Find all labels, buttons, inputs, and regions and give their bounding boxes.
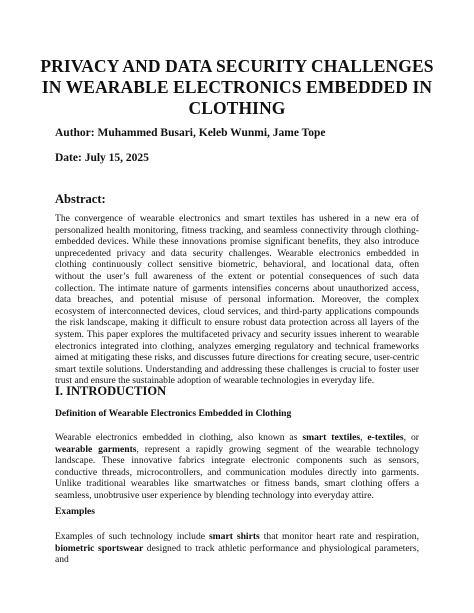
- paper-title: PRIVACY AND DATA SECURITY CHALLENGES IN WEARABLE ELECTRONICS EMBEDDED IN CLOTHING: [40, 56, 434, 118]
- abstract-heading: Abstract:: [55, 192, 106, 206]
- term-smart-textiles: smart textiles: [302, 432, 361, 443]
- term-wearable-garments: wearable garments: [55, 443, 137, 455]
- abstract-body: The convergence of wearable electronics and smart textiles has ushered in a new era of personalized health monitoring, fitness tracking, and seamless connectivity through clothing-embedded devices. While these innovations promise significant benefits, they also introduce unprecedented privacy and data security challenges. Wearable electronics embedded in clothing continuously collect sensitive biometric, behavioral, and locational data, often without the user’s full awareness of the extent or potential consequences of such data collection. The intimate nature of garments intensifies concerns about unauthorized access, data breaches, and potential misuse of personal information. Moreover, the complex ecosystem of interconnected devices, cloud services, and third-party applications compounds the risk landscape, making it difficult to ensure robust data protection across all layers of the system. This paper explores the multifaceted privacy and security issues inherent to wearable electronics integrated into clothing, analyzes emerging regulatory and technical frameworks aimed at mitigating these risks, and discusses future directions for creating secure, user-centric smart textile solutions. Understanding and addressing these challenges is crucial to foster user trust and ensure the sustainable adoption of wearable technologies in everyday life.: [55, 213, 419, 387]
- definition-heading: Definition of Wearable Electronics Embedded in Clothing: [55, 408, 292, 419]
- date-line: Date: July 15, 2025: [55, 152, 149, 164]
- definition-text-2: ,: [360, 432, 368, 443]
- definition-text-4: , represent a rapidly growing segment of the wearable technology landscape. These innovative fabrics integrate electronic components such as sensors, conductive threads, microcontrollers, and communication modules directly into garments. Unlike traditional wearables like smartwatches or fitness bands, smart clothing offers a seamless, unobtrusive user experience by blending technology into everyday attire.: [55, 443, 420, 501]
- author-line: Author: Muhammed Busari, Keleb Wunmi, Jame Tope: [55, 127, 326, 139]
- examples-text-3: designed to track athletic performance and physiological parameters, and: [55, 542, 420, 566]
- examples-paragraph: [55, 531, 419, 566]
- examples-text-1: Examples of such technology include: [55, 531, 209, 542]
- definition-text-3: , or: [403, 432, 419, 443]
- definition-paragraph: [55, 432, 419, 502]
- examples-heading: Examples: [55, 506, 95, 517]
- examples-text-2: that monitor heart rate and respiration,: [259, 531, 419, 542]
- term-biometric-sportswear: biometric sportswear: [55, 542, 144, 554]
- term-e-textiles: e-textiles: [367, 432, 404, 443]
- term-smart-shirts: smart shirts: [208, 531, 260, 542]
- section-heading-introduction: I. INTRODUCTION: [55, 384, 167, 398]
- definition-text-1: Wearable electronics embedded in clothing, also known as: [55, 432, 303, 443]
